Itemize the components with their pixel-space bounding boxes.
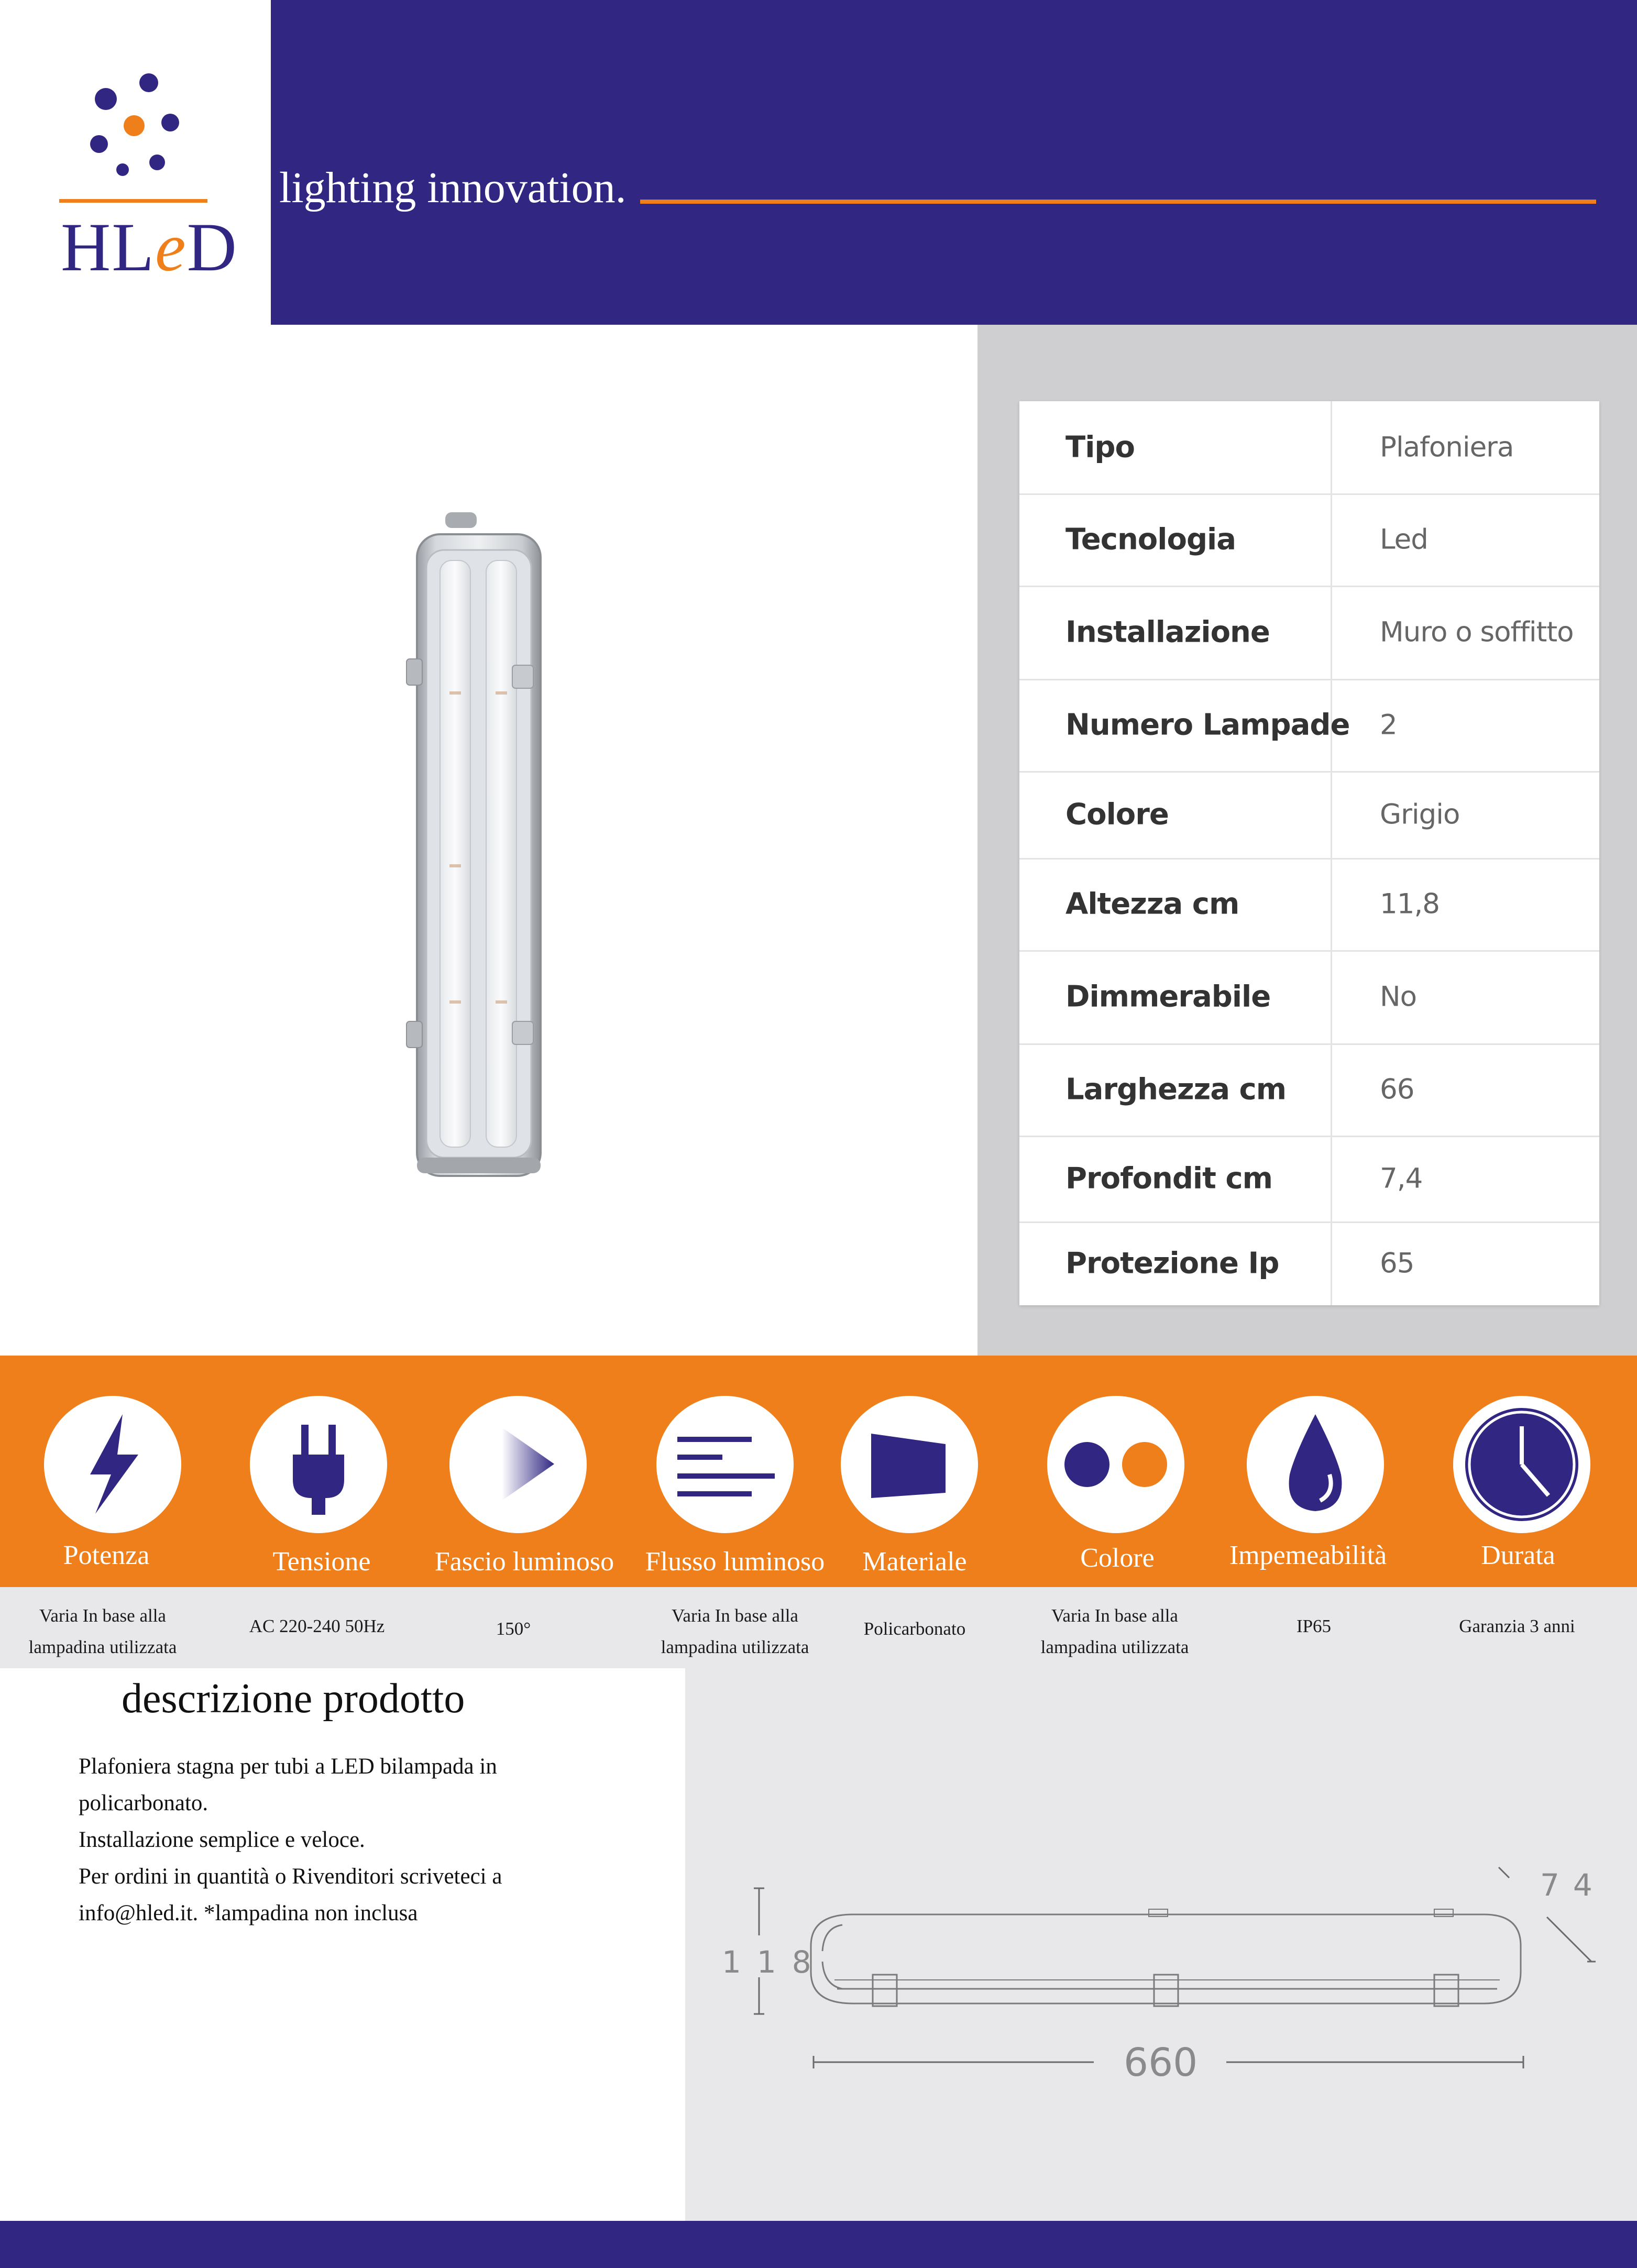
feature-label-materiale: Materiale	[862, 1547, 967, 1577]
dimension-height-label: 118	[722, 1944, 827, 1980]
logo-dot	[95, 88, 117, 110]
feature-value-fascio: 150°	[496, 1619, 531, 1639]
feature-value-potenza: Varia In base alla lampadina utilizzata	[28, 1605, 177, 1657]
spec-value: Plafoniera	[1380, 431, 1514, 464]
spec-label: Colore	[1065, 797, 1169, 832]
description-line: Per ordini in quantità o Rivenditori scriveteci a	[79, 1864, 502, 1889]
color-dots-icon	[1047, 1396, 1184, 1533]
spec-row-tecnologia	[1019, 493, 1599, 587]
clock-icon	[1453, 1396, 1590, 1533]
spec-row-protezione	[1019, 1221, 1599, 1305]
logo-dot	[161, 114, 179, 131]
description-body	[79, 1748, 655, 1932]
spec-label: Installazione	[1065, 615, 1270, 649]
spec-row-numero-lampade	[1019, 679, 1599, 773]
feature-label-colore: Colore	[1080, 1543, 1155, 1573]
spec-value: Muro o soffitto	[1380, 616, 1574, 648]
feature-label-tensione: Tensione	[272, 1547, 371, 1577]
spec-label: Tecnologia	[1065, 522, 1236, 557]
spec-label: Numero Lampade	[1065, 708, 1350, 742]
spec-value: 65	[1380, 1247, 1414, 1280]
feature-value-tensione: AC 220-240 50Hz	[249, 1616, 385, 1636]
feature-label-potenza: Potenza	[63, 1540, 150, 1570]
feature-values-band	[0, 1587, 1637, 1668]
spec-row-tipo	[1019, 401, 1599, 495]
logo-dot	[116, 163, 129, 176]
spec-value: Grigio	[1380, 798, 1460, 831]
spec-label: Profondit cm	[1065, 1161, 1272, 1196]
logo-dot	[149, 155, 165, 170]
feature-label-fascio: Fascio luminoso	[434, 1547, 614, 1577]
feature-value-materiale: Policarbonato	[863, 1619, 966, 1639]
spec-value: 2	[1380, 709, 1397, 741]
spec-label: Tipo	[1065, 430, 1135, 465]
spec-row-dimmerabile	[1019, 950, 1599, 1045]
feature-label-flusso: Flusso luminoso	[645, 1547, 825, 1577]
footer-band	[0, 2221, 1637, 2268]
brand-logo: HLeD	[61, 208, 238, 285]
spec-row-colore	[1019, 771, 1599, 860]
dimension-width-label: 660	[1124, 2040, 1198, 2085]
spec-label: Larghezza cm	[1065, 1072, 1287, 1107]
feature-value-impermeabilita: IP65	[1296, 1616, 1332, 1636]
spec-label: Protezione Ip	[1065, 1246, 1279, 1281]
water-drop-icon	[1247, 1396, 1384, 1533]
spec-value: 66	[1380, 1073, 1414, 1106]
product-image	[393, 503, 566, 1194]
spec-row-profondita	[1019, 1136, 1599, 1223]
spec-row-larghezza	[1019, 1043, 1599, 1137]
description-line: Plafoniera stagna per tubi a LED bilampada in	[79, 1754, 497, 1779]
spec-label: Altezza cm	[1065, 887, 1239, 921]
brand-tagline: lighting innovation.	[279, 163, 627, 212]
spec-table	[1019, 401, 1599, 1305]
spec-value: 11,8	[1380, 888, 1440, 920]
luminous-flux-icon	[656, 1396, 794, 1533]
description-line: Installazione semplice e veloce.	[79, 1827, 365, 1852]
technical-drawing	[685, 1668, 1637, 2221]
logo-dot	[90, 135, 108, 153]
plug-icon	[250, 1396, 387, 1533]
beam-angle-icon	[449, 1396, 587, 1533]
feature-value-colore: Varia In base alla lampadina utilizzata	[1040, 1605, 1189, 1657]
spec-value: No	[1380, 981, 1417, 1013]
description-line: info@hled.it. *lampadina non inclusa	[79, 1901, 418, 1925]
feature-value-durata: Garanzia 3 anni	[1459, 1616, 1575, 1636]
logo-underline	[59, 199, 207, 203]
description-line: policarbonato.	[79, 1791, 208, 1815]
description-title: descrizione prodotto	[122, 1676, 465, 1722]
feature-label-impermeabilita: Impemeabilità	[1229, 1540, 1387, 1570]
feature-value-flusso: Varia In base alla lampadina utilizzata	[661, 1605, 809, 1657]
spec-value: Led	[1380, 523, 1428, 556]
lightning-bolt-icon	[44, 1396, 181, 1533]
spec-row-installazione	[1019, 586, 1599, 680]
logo-dot	[139, 73, 158, 92]
logo-dot	[124, 115, 145, 136]
material-icon	[841, 1396, 978, 1533]
header-rule	[640, 200, 1596, 204]
spec-row-altezza	[1019, 858, 1599, 952]
spec-label: Dimmerabile	[1065, 979, 1271, 1014]
feature-label-durata: Durata	[1481, 1540, 1555, 1570]
dimension-depth-label: 74	[1540, 1867, 1606, 1903]
spec-value: 7,4	[1380, 1162, 1423, 1195]
